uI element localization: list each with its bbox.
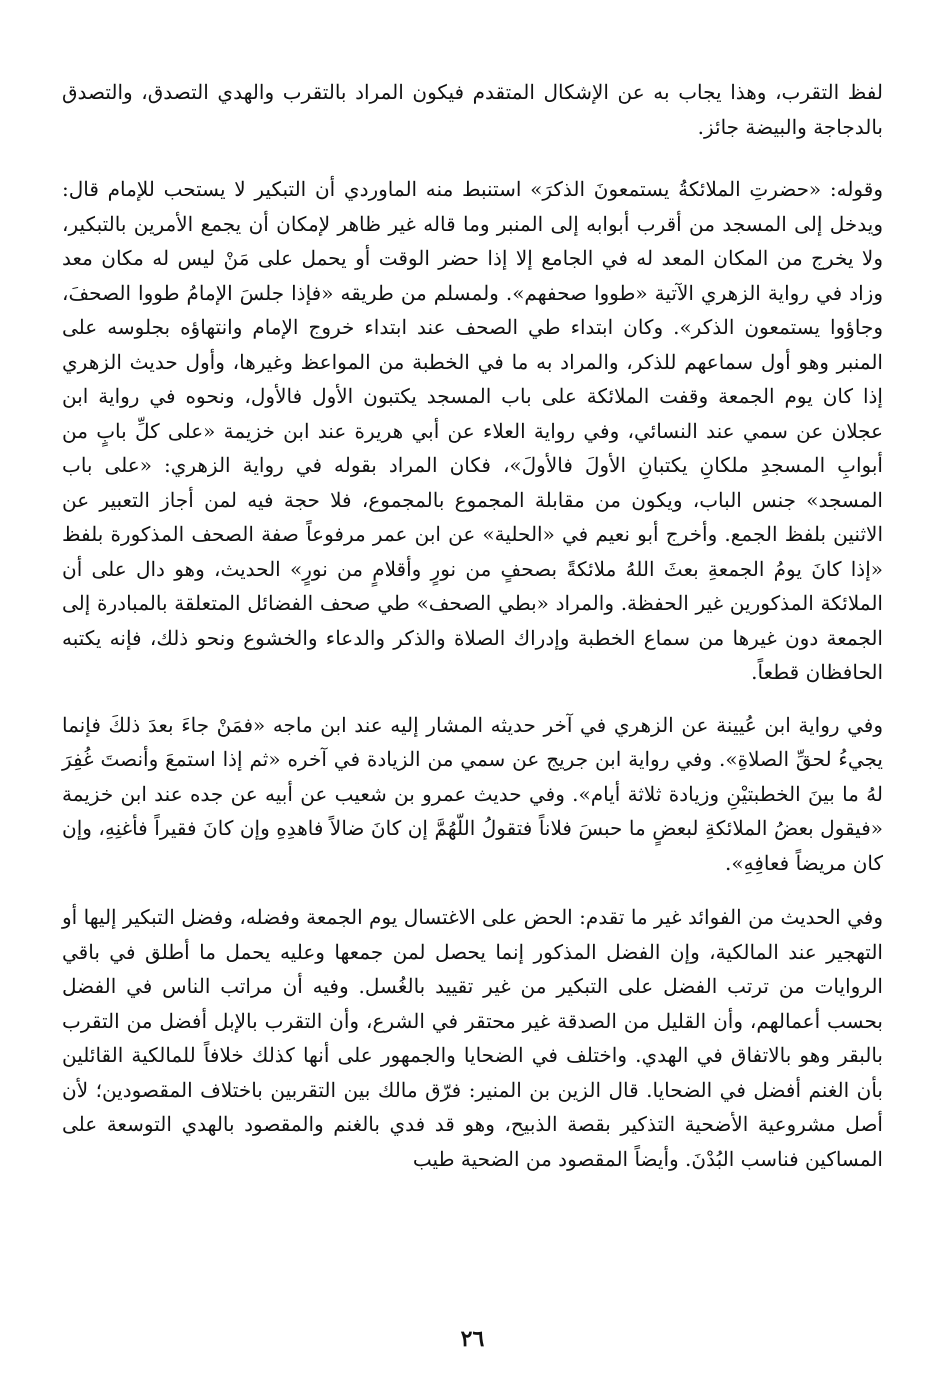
page-number: ٢٦ [460, 1326, 485, 1352]
paragraph-4: وفي الحديث من الفوائد غير ما تقدم: الحض على الاغتسال يوم الجمعة وفضله، وفضل التبكير إليها أو التهجير عند المالكية، وإن الفضل المذكور إنما يحصل لمن جمعها وعليه يحمل ما أطلق في باقي الروايات من ترتب الفضل على التبكير من غير تقييد بالغُسل. وفيه أن مراتب الناس في الفضل بحسب أعمالهم، وأن القليل من الصدقة غير محتقر في الشرع، وأن التقرب بالإبل أفضل من التقرب بالبقر وهو بالاتفاق في الهدي. واختلف في الضحايا والجمهور على أنها كذلك خلافاً للمالكية القائلين بأن الغنم أفضل في الضحايا. قال الزين بن المنير: فرّق مالك بين التقربين باختلاف المقصودين؛ لأن أصل مشروعية الأضحية التذكير بقصة الذبيح، وهو قد فدي بالغنم والمقصود بالهدي التوسعة على المساكين فناسب البُدْنَ. وأيضاً المقصود من الضحية طيب [62, 905, 883, 1171]
paragraph-1: لفظ التقرب، وهذا يجاب به عن الإشكال المتقدم فيكون المراد بالتقرب والهدي التصدق، والتصدق بالدجاجة والبيضة جائز. [62, 80, 883, 139]
paragraph-2: وقوله: «حضرتِ الملائكةُ يستمعونَ الذكرَ» استنبط منه الماوردي أن التبكير لا يستحب للإمام قال: ويدخل إلى المسجد من أقرب أبوابه إلى المنبر وما قاله غير ظاهر لإمكان أن يجمع الأمرين بالتبكير، ولا يخرج من المكان المعد له في الجامع إلا إذا حضر الوقت أو يحمل على مَنْ ليس له مكان معد وزاد في رواية الزهري الآتية «طووا صحفهم». ولمسلم من طريقه «فإذا جلسَ الإمامُ طووا الصحفَ، وجاؤوا يستمعون الذكر». وكان ابتداء طي الصحف عند ابتداء خروج الإمام وانتهاؤه بجلوسه على المنبر وهو أول سماعهم للذكر، والمراد به ما في الخطبة من المواعظ وغيرها، وأول حديث الزهري إذا كان يوم الجمعة وقفت الملائكة على باب المسجد يكتبون الأول فالأول، ونحوه في رواية ابن عجلان عن سمي عند النسائي، وفي رواية العلاء عن أبي هريرة عند ابن خزيمة «على كلِّ بابٍ من أبوابِ المسجدِ ملكانِ يكتبانِ الأولَ فالأولَ»، فكان المراد بقوله في رواية الزهري: «على باب المسجد» جنس الباب، ويكون من مقابلة المجموع بالمجموع، فلا حجة فيه لمن أجاز التعبير عن الاثنين بلفظ الجمع. وأخرج أبو نعيم في «الحلية» عن ابن عمر مرفوعاً صفة الصحف المذكورة بلفظ «إذا كانَ يومُ الجمعةِ بعثَ اللهُ ملائكةً بصحفٍ من نورٍ وأقلامٍ من نورٍ» الحديث، وهو دال على أن الملائكة المذكورين غير الحفظة. والمراد «بطي الصحف» طي صحف الفضائل المتعلقة بالمبادرة إلى الجمعة دون غيرها من سماع الخطبة وإدراك الصلاة والذكر والدعاء والخشوع ونحو ذلك، فإنه يكتبه الحافظان قطعاً. [62, 177, 884, 684]
body-text [62, 75, 883, 1176]
paragraph-3: وفي رواية ابن عُيينة عن الزهري في آخر حديثه المشار إليه عند ابن ماجه «فمَنْ جاءَ بعدَ ذلكَ فإنما يجيءُ لحقِّ الصلاةِ». وفي رواية ابن جريج عن سمي من الزيادة في آخره «ثم إذا استمعَ وأنصتَ غُفِرَ لهُ ما بينَ الخطبتيْنِ وزيادة ثلاثة أيام». وفي حديث عمرو بن شعيب عن أبيه عن جده عند ابن خزيمة «فيقول بعضُ الملائكةِ لبعضٍ ما حبسَ فلاناً فتقولُ اللّهُمَّ إن كانَ ضالاً فاهدِهِ وإن كانَ فقيراً فأغنِهِ، وإن كان مريضاً فعافِهِ». [62, 712, 884, 875]
